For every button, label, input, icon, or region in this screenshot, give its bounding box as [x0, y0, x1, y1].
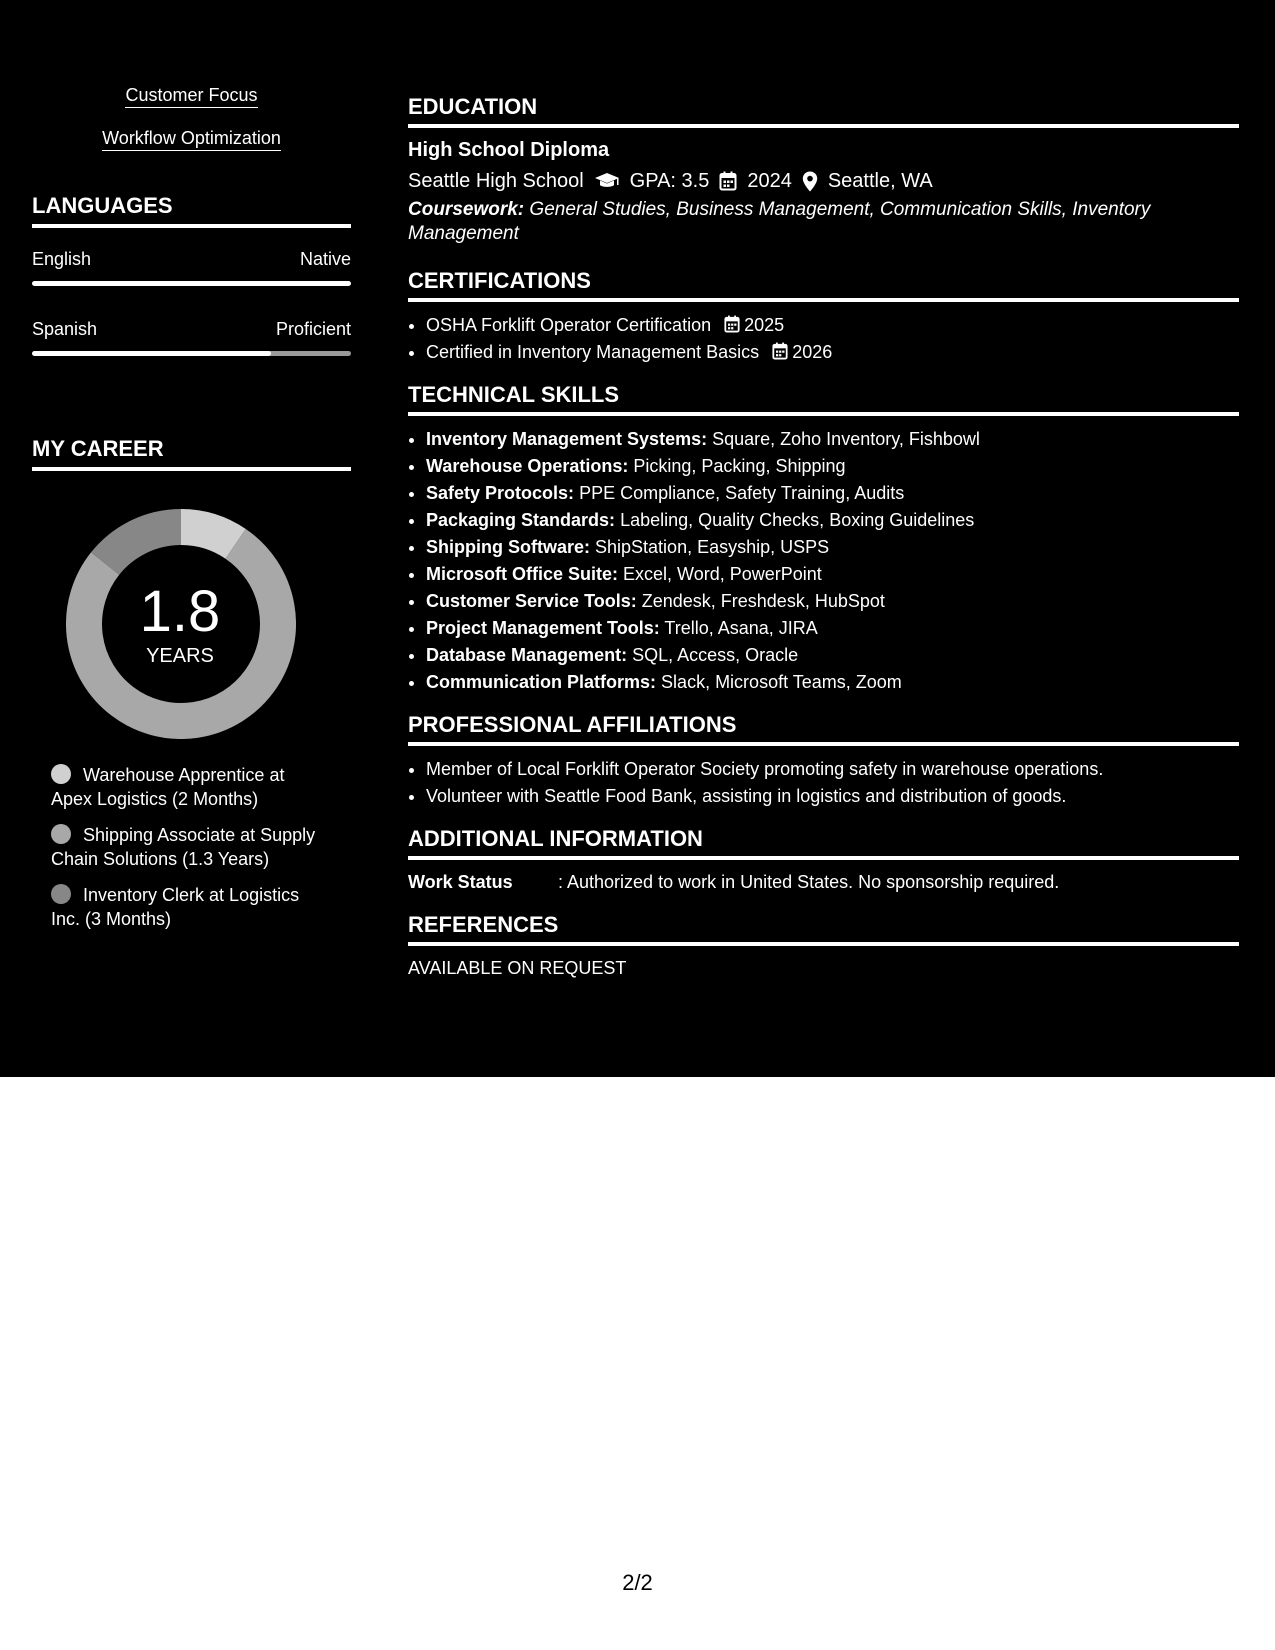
skill-category: Communication Platforms: [426, 672, 657, 692]
additional-info-heading: ADDITIONAL INFORMATION [408, 826, 1239, 860]
career-total-years: 1.8 [139, 579, 221, 644]
legend-dot [51, 764, 71, 784]
work-status-value: : Authorized to work in United States. No sponsorship required. [558, 872, 1060, 892]
certifications-list [408, 312, 1239, 366]
technical-skill-item [426, 642, 1239, 669]
affiliations-heading: PROFESSIONAL AFFILIATIONS [408, 712, 1239, 746]
language-bar-fill [32, 281, 351, 286]
skill-category: Warehouse Operations: [426, 456, 629, 476]
skill-values: Picking, Packing, Shipping [633, 456, 846, 476]
skill-category: Packaging Standards: [426, 510, 616, 530]
technical-skill-item [426, 669, 1239, 696]
languages-section [32, 193, 351, 356]
coursework-label: Coursework: [408, 199, 525, 220]
career-legend-item [51, 823, 327, 871]
skill-values: Slack, Microsoft Teams, Zoom [661, 672, 902, 692]
skill-values: Excel, Word, PowerPoint [623, 564, 822, 584]
legend-dot [51, 824, 71, 844]
education-year: 2024 [747, 170, 792, 192]
technical-skill-item [426, 480, 1239, 507]
main-content [408, 94, 1239, 994]
language-bar [32, 351, 351, 356]
sidebar [32, 84, 351, 943]
skill-tag-customer-focus: Customer Focus [125, 84, 257, 108]
certification-year: 2025 [744, 315, 785, 335]
calendar-icon [719, 171, 737, 191]
language-bar [32, 281, 351, 286]
education-degree: High School Diploma [408, 139, 610, 161]
technical-skill-item [426, 561, 1239, 588]
work-status-row [408, 870, 1239, 894]
technical-skills-list [408, 426, 1239, 696]
affiliations-list [408, 756, 1239, 810]
languages-heading: LANGUAGES [32, 193, 351, 228]
technical-skill-item [426, 615, 1239, 642]
certifications-section [408, 268, 1239, 366]
skill-category: Shipping Software: [426, 537, 590, 557]
skill-category: Safety Protocols: [426, 483, 575, 503]
skill-category: Database Management: [426, 645, 628, 665]
additional-info-section [408, 826, 1239, 894]
education-meta [408, 168, 1239, 194]
location-pin-icon [802, 171, 818, 192]
career-donut-chart [32, 509, 351, 749]
technical-skills-section [408, 382, 1239, 696]
language-level: Proficient [275, 319, 351, 339]
technical-skill-item [426, 507, 1239, 534]
skill-category: Microsoft Office Suite: [426, 564, 619, 584]
affiliation-item: • Member of Local Forklift Operator Society promoting safety in warehouse operations. [426, 756, 1239, 783]
technical-skill-item [426, 588, 1239, 615]
technical-skills-heading: TECHNICAL SKILLS [408, 382, 1239, 416]
skill-category: Project Management Tools: [426, 618, 660, 638]
donut-segment-2 [105, 527, 181, 564]
language-level: Native [299, 249, 351, 269]
certification-name: OSHA Forklift Operator Certification [426, 315, 712, 335]
technical-skill-item [426, 534, 1239, 561]
legend-dot [51, 884, 71, 904]
language-name: Spanish [32, 319, 98, 339]
career-section [32, 436, 351, 931]
career-entry-label: Warehouse Apprentice at Apex Logistics (2 Months) [51, 765, 285, 809]
certification-name: Certified in Inventory Management Basics [426, 342, 760, 362]
education-gpa: GPA: 3.5 [629, 170, 710, 192]
skill-category: Inventory Management Systems: [426, 429, 708, 449]
certification-year: 2026 [792, 342, 833, 362]
language-item [32, 248, 351, 286]
certification-item [426, 312, 1239, 339]
skill-tag-workflow-optimization: Workflow Optimization [102, 127, 281, 151]
language-name: English [32, 249, 92, 269]
career-legend-item [51, 883, 327, 931]
career-total-unit: YEARS [146, 645, 214, 667]
calendar-icon [772, 342, 788, 360]
certification-item [426, 339, 1239, 366]
references-heading: REFERENCES [408, 912, 1239, 946]
page-number: 2/2 [622, 1570, 653, 1595]
skill-category: Customer Service Tools: [426, 591, 637, 611]
skill-values: Zendesk, Freshdesk, HubSpot [641, 591, 885, 611]
skill-values: PPE Compliance, Safety Training, Audits [579, 483, 905, 503]
donut-segment-0 [181, 527, 236, 544]
education-location: Seattle, WA [827, 170, 933, 192]
skill-values: ShipStation, Easyship, USPS [595, 537, 830, 557]
skill-values: SQL, Access, Oracle [632, 645, 799, 665]
language-item [32, 318, 351, 356]
work-status-label: Work Status [408, 872, 513, 892]
career-legend-item [51, 763, 327, 811]
language-bar-fill [32, 351, 271, 356]
career-legend [32, 763, 327, 931]
references-text: AVAILABLE ON REQUEST [408, 958, 627, 978]
career-heading: MY CAREER [32, 436, 351, 471]
skill-values: Square, Zoho Inventory, Fishbowl [712, 429, 980, 449]
education-school: Seattle High School [408, 170, 584, 192]
education-coursework [408, 198, 1239, 246]
references-section [408, 912, 1239, 980]
skill-values: Trello, Asana, JIRA [664, 618, 818, 638]
career-entry-label: Inventory Clerk at Logistics Inc. (3 Months) [51, 885, 300, 929]
affiliation-item: • Volunteer with Seattle Food Bank, assisting in logistics and distribution of goods. [426, 783, 1239, 810]
skill-values: Labeling, Quality Checks, Boxing Guidelines [620, 510, 975, 530]
certifications-heading: CERTIFICATIONS [408, 268, 1239, 302]
education-section [408, 94, 1239, 246]
career-entry-label: Shipping Associate at Supply Chain Solutions (1.3 Years) [51, 825, 316, 869]
technical-skill-item [426, 426, 1239, 453]
affiliations-section [408, 712, 1239, 810]
coursework-list: General Studies, Business Management, Communication Skills, Inventory Management [408, 199, 1151, 244]
technical-skill-item [426, 453, 1239, 480]
calendar-icon [724, 315, 740, 333]
education-heading: EDUCATION [408, 94, 1239, 128]
graduation-cap-icon [594, 172, 620, 190]
